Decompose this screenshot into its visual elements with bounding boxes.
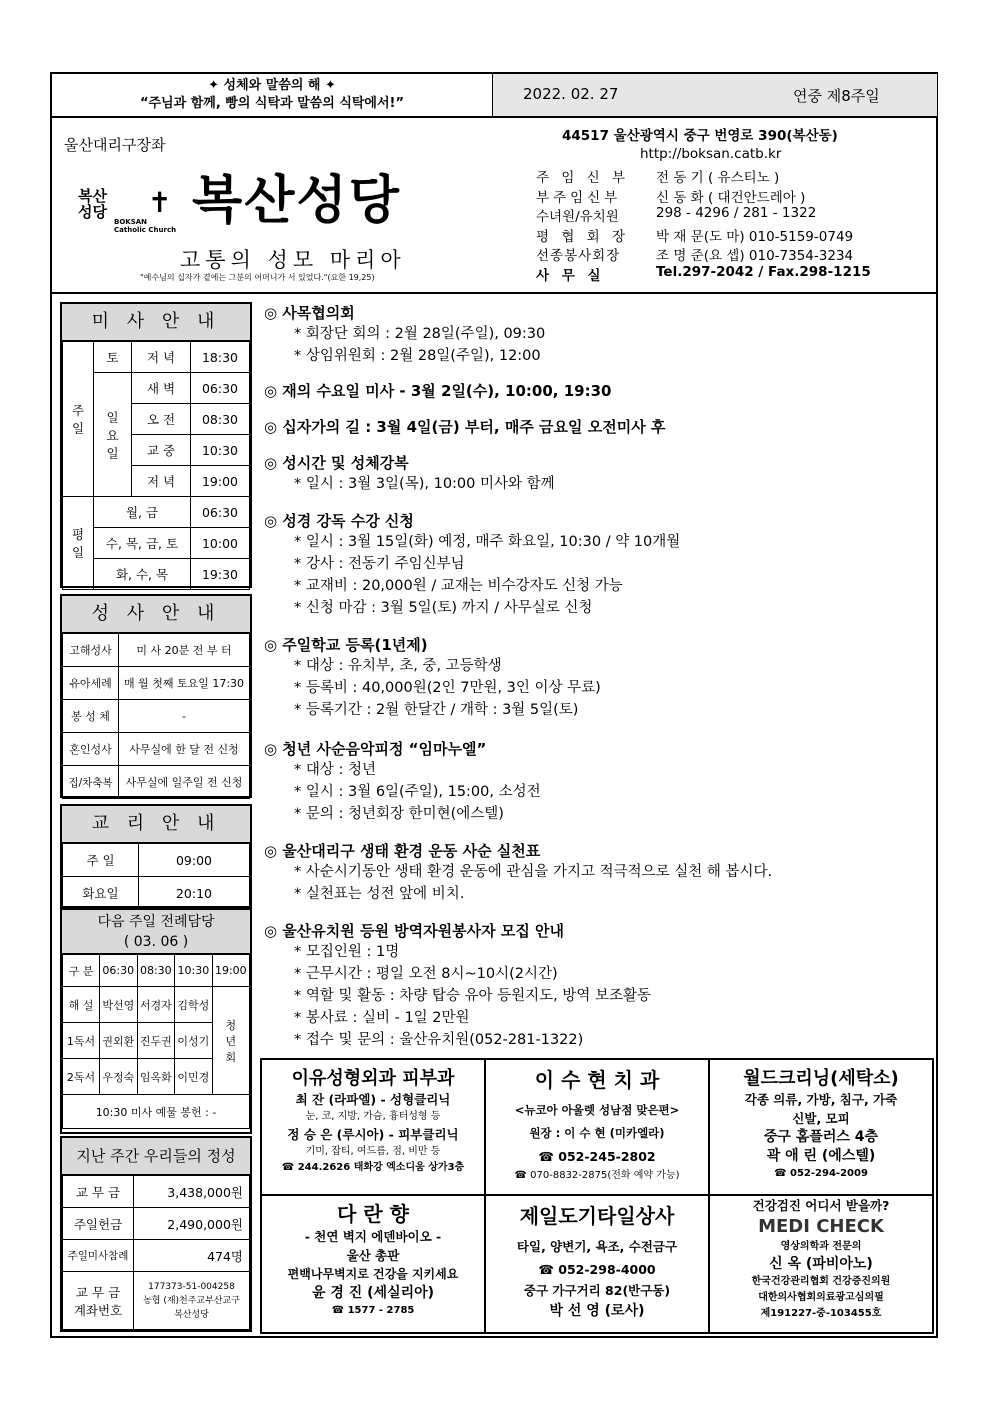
notice-line: * 역할 및 활동 : 차량 탑승 유아 등원지도, 방역 보조활동 (294, 988, 651, 1004)
sacrament-name: 집/차축복 (63, 766, 119, 799)
ad-line: 중구 가구거리 82(반구동) (523, 1283, 671, 1298)
medicheck-logo: MEDI CHECK (758, 1216, 884, 1237)
diocese-label: 울산대리구장좌 (64, 136, 166, 154)
doctrine-table (62, 843, 250, 910)
notice-line: * 접수 및 문의 : 울산유치원(052-281-1322) (294, 1032, 584, 1048)
ad-line: 영상의학과 전문의 (780, 1241, 862, 1252)
ad-line: 기미, 잡티, 여드름, 점, 비만 등 (305, 1146, 441, 1157)
notice-line: * 봉사료 : 실비 - 1일 2만원 (294, 1010, 470, 1026)
ad-line: 신 옥 (파비아노) (769, 1256, 873, 1272)
liturgical-week: 연중 제8주일 (793, 87, 880, 105)
account-number: 177373-51-004258 농협 (재)천주교부산교구 복산성당 (134, 1272, 250, 1330)
sacrament-name: 유아세례 (63, 667, 119, 700)
logo-small-text: 복산 성당 (78, 187, 107, 221)
liturgy-role: 2독서 (63, 1059, 100, 1095)
doctrine-title: 교 리 안 내 (62, 806, 250, 843)
notice-line: * 대상 : 청년 (294, 762, 376, 778)
liturgy-person: 임옥화 (137, 1059, 175, 1095)
liturgy-header: 19:00 (212, 955, 249, 987)
doctrine-day: 주 일 (63, 844, 139, 877)
ad-line: - 천연 벽지 에덴바이오 - (304, 1229, 442, 1244)
ad-line: ☎ 070-8832-2875(전화 예약 가능) (514, 1170, 680, 1181)
notice-line: * 실천표는 성전 앞에 비치. (294, 886, 465, 902)
top-banner (52, 74, 936, 118)
doctrine-day: 화요일 (63, 877, 139, 910)
parish-address: 44517 울산광역시 중구 번영로 390(복산동) (562, 128, 838, 144)
mass-time: 19:00 (191, 466, 250, 497)
table-row (63, 1272, 250, 1330)
notice (264, 920, 651, 1051)
notice-title: ◎ 주일학교 등록(1년제) (264, 636, 428, 654)
notice (264, 634, 601, 721)
ad-line: 편백나무벽지로 건강을 지키세요 (287, 1267, 459, 1281)
notice-title: ◎ 십자가의 길 : 3월 4일(금) 부터, 매주 금요일 오전미사 후 (264, 418, 666, 436)
staff-value: Tel.297-2042 / Fax.298-1215 (656, 263, 871, 280)
sacrament-title: 성 사 안 내 (62, 596, 250, 633)
sunday-label: 주 일 (63, 342, 94, 497)
mass-name: 새 벽 (132, 373, 191, 404)
offering-name: 주일미사참례 (63, 1240, 134, 1272)
ad-line: ☎ 052-294-2009 (774, 1168, 868, 1179)
table-row (63, 634, 250, 667)
liturgy-person: 진두권 (137, 1023, 175, 1059)
ad-line: 윤 경 진 (세실리아) (311, 1285, 435, 1301)
table-row (63, 844, 250, 877)
mass-time: 19:30 (191, 559, 250, 590)
notice (264, 452, 555, 495)
staff-role: 사 무 실 (536, 267, 605, 284)
sacrament-name: 봉 성 체 (63, 700, 119, 733)
sacrament-table (62, 633, 250, 799)
notice (264, 840, 772, 905)
sacrament-value: 미 사 20분 전 부 터 (119, 634, 250, 667)
liturgy-header: 08:30 (137, 955, 175, 987)
ad-line: ☎ 1577 - 2785 (331, 1305, 415, 1316)
mass-day: 토 (94, 342, 132, 373)
mass-time: 06:30 (191, 497, 250, 528)
mass-name: 저 녁 (132, 342, 191, 373)
staff-role: 선종봉사회장 (536, 248, 621, 264)
mass-schedule (60, 302, 252, 588)
cross-icon: ✝ (148, 186, 172, 219)
ad-dental (484, 1058, 710, 1196)
doctrine-time: 20:10 (139, 877, 250, 910)
table-row (63, 987, 250, 1023)
ad-line: 중구 홈플러스 4층 (763, 1129, 879, 1145)
sacrament-name: 고해성사 (63, 634, 119, 667)
notice (264, 738, 541, 825)
offering-table (62, 1175, 250, 1330)
patron-title: 고통의 성모 마리아 (180, 248, 406, 272)
staff-role: 주 임 신 부 (536, 170, 630, 186)
sacrament-info (60, 594, 252, 798)
slogan: “주님과 함께, 빵의 식탁과 말씀의 식탁에서!” (139, 96, 405, 111)
notice-line: * 일시 : 3월 15일(화) 예정, 매주 화요일, 10:30 / 약 10개월 (294, 534, 681, 550)
staff-value: 조 명 준(요 셉) 010-7354-3234 (656, 248, 854, 264)
liturgy-role: 해 설 (63, 987, 100, 1023)
staff-value: 298 - 4296 / 281 - 1322 (656, 205, 817, 221)
liturgy-header: 06:30 (100, 955, 138, 987)
notice (264, 302, 545, 367)
year-title: ✦ 성체와 말씀의 해 ✦ (208, 78, 336, 93)
ad-cleaning (708, 1058, 934, 1196)
notice-line: * 등록비 : 40,000원(2인 7만원, 3인 이상 무료) (294, 680, 601, 696)
ad-line: 눈, 코, 지방, 가슴, 흉터성형 등 (305, 1111, 441, 1122)
mass-name: 저 녁 (132, 466, 191, 497)
mass-time: 10:00 (191, 528, 250, 559)
table-row (63, 1176, 250, 1208)
sacrament-value: 매 월 첫째 토요일 17:30 (119, 667, 250, 700)
liturgy-header: 구 분 (63, 955, 100, 987)
notice-line: * 신청 마감 : 3월 5일(토) 까지 / 사무실로 신청 (294, 600, 593, 616)
notice (264, 510, 680, 619)
mass-time: 18:30 (191, 342, 250, 373)
staff-row (536, 186, 932, 206)
table-row (63, 497, 250, 528)
banner-left (52, 74, 492, 116)
notice-line: * 회장단 회의 : 2월 28일(주일), 09:30 (294, 326, 546, 342)
notice-title: ◎ 성시간 및 성체강복 (264, 454, 409, 472)
weekday-label: 평 일 (63, 497, 94, 590)
account-label: 교 무 금 계좌번호 (63, 1272, 134, 1330)
ad-line: 박 선 영 (로사) (549, 1303, 645, 1319)
staff-role: 수녀원/유치원 (536, 209, 619, 225)
ad-line: 대한의사협회의료광고심의필 (758, 1292, 884, 1303)
liturgy-person: 우정숙 (100, 1059, 138, 1095)
liturgy-duty (60, 908, 252, 1134)
doctrine-time: 09:00 (139, 844, 250, 877)
notice-line: * 상임위원회 : 2월 28일(주일), 12:00 (294, 348, 541, 364)
ad-title: 다 란 향 (337, 1202, 409, 1226)
ad-line: 최 잔 (라파엘) - 성형클리닉 (295, 1092, 451, 1107)
staff-value: 전 동 기 ( 유스티노 ) (656, 170, 780, 186)
ad-line: 원장 : 이 수 현 (미카엘라) (529, 1126, 665, 1140)
notice-title: ◎ 사목협의회 (264, 304, 355, 322)
offering-value: 3,438,000원 (134, 1176, 250, 1208)
liturgy-table (62, 954, 250, 1129)
ad-medicheck (708, 1194, 934, 1334)
ad-line: 신발, 모피 (792, 1111, 850, 1126)
mass-name: 교 중 (132, 435, 191, 466)
mass-table (62, 341, 250, 590)
liturgy-header: 10:30 (175, 955, 213, 987)
advertisements (260, 1058, 934, 1334)
offering-value: 2,490,000원 (134, 1208, 250, 1240)
table-row (63, 1208, 250, 1240)
ad-line: <뉴코아 아울렛 성남점 맞은편> (514, 1103, 680, 1117)
offering-info (60, 1136, 252, 1332)
staff-value: 박 재 문(도 마) 010-5159-0749 (656, 228, 854, 245)
ad-tile (484, 1194, 710, 1334)
notice-title: ◎ 재의 수요일 미사 - 3월 2일(수), 10:00, 19:30 (264, 382, 612, 400)
banner-right (492, 74, 937, 116)
notice-title: ◎ 울산유치원 등원 방역자원봉사자 모집 안내 (264, 922, 565, 940)
notice-line: * 교재비 : 20,000원 / 교재는 비수강자도 신청 가능 (294, 578, 623, 594)
ad-wallpaper (260, 1194, 486, 1334)
staff-row (536, 166, 932, 186)
ad-line: 각종 의류, 가방, 침구, 가죽 (744, 1092, 898, 1107)
ad-title: 월드크리닝(세탁소) (743, 1068, 899, 1089)
bulletin-frame (50, 72, 938, 1338)
table-row (63, 766, 250, 799)
table-row (63, 733, 250, 766)
liturgy-title-block (62, 910, 250, 954)
ilyoil-label: 일 요 일 (94, 373, 132, 497)
ad-line: 곽 애 린 (에스텔) (766, 1148, 876, 1164)
parish-url[interactable]: http://boksan.catb.kr (640, 146, 782, 162)
staff-row (536, 264, 932, 284)
mass-title: 미 사 안 내 (62, 304, 250, 341)
notice-title: ◎ 울산대리구 생태 환경 운동 사순 실천표 (264, 842, 541, 860)
notice-line: * 일시 : 3월 6일(주일), 15:00, 소성전 (294, 784, 541, 800)
doctrine-info (60, 804, 252, 908)
liturgy-person: 권외환 (100, 1023, 138, 1059)
mass-name: 수, 목, 금, 토 (94, 528, 191, 559)
liturgy-person: 박선영 (100, 987, 138, 1023)
staff-row (536, 225, 932, 245)
mass-name: 오 전 (132, 404, 191, 435)
liturgy-person: 이성기 (175, 1023, 213, 1059)
ad-line: 제191227-중-103455호 (760, 1308, 882, 1319)
staff-list (536, 166, 932, 283)
ad-plastic-surgery (260, 1058, 486, 1196)
offering-value: 474명 (134, 1240, 250, 1272)
sacrament-value: - (119, 700, 250, 733)
table-row (63, 1240, 250, 1272)
parish-header (52, 116, 936, 294)
sacrament-name: 혼인성사 (63, 733, 119, 766)
liturgy-person: 이민경 (175, 1059, 213, 1095)
ad-title: 이 수 현 치 과 (534, 1068, 660, 1092)
parish-name: 복산성당 (192, 170, 401, 231)
notice (264, 416, 665, 437)
notice-line: * 사순시기동안 생태 환경 운동에 관심을 가지고 적극적으로 실천 해 봅시다. (294, 864, 773, 880)
ad-line: 정 승 은 (루시아) - 피부클리닉 (287, 1127, 459, 1142)
ad-line: ☎ 052-298-4000 (538, 1262, 656, 1277)
table-row (63, 667, 250, 700)
ad-line: 한국건강관리협회 건강증진의원 (751, 1276, 891, 1287)
mass-time: 08:30 (191, 404, 250, 435)
logo-english: BOKSAN Catholic Church (114, 218, 177, 234)
mass-name: 월, 금 (94, 497, 191, 528)
table-row (63, 700, 250, 733)
liturgy-person: 서경자 (137, 987, 175, 1023)
notice-line: * 강사 : 전동기 주임신부님 (294, 556, 465, 572)
liturgy-date: ( 03. 06 ) (123, 934, 189, 950)
mass-time: 06:30 (191, 373, 250, 404)
notice-title: ◎ 청년 사순음악피정 “임마누엘” (264, 740, 487, 758)
table-row (63, 1095, 250, 1129)
sacrament-value: 사무실에 일주일 전 신청 (119, 766, 250, 799)
notice-line: * 등록기간 : 2월 한달간 / 개학 : 3월 5일(토) (294, 702, 579, 718)
ad-title: 이유성형외과 피부과 (291, 1068, 455, 1089)
mass-name: 화, 수, 목 (94, 559, 191, 590)
ad-title: 건강검진 어디서 받을까? (752, 1198, 890, 1213)
staff-role: 평 협 회 장 (536, 228, 630, 245)
liturgy-title: 다음 주일 전례담당 (97, 914, 215, 930)
ad-line: 울산 총판 (346, 1248, 400, 1263)
table-row (63, 342, 250, 373)
ad-line: 타일, 양변기, 욕조, 수전금구 (516, 1239, 678, 1254)
staff-role: 부주임신부 (536, 189, 622, 206)
offering-note: 10:30 미사 예물 봉헌 : - (63, 1095, 250, 1129)
notice-title: ◎ 성경 강독 수강 신청 (264, 512, 414, 530)
table-row (63, 877, 250, 910)
offering-title: 지난 주간 우리들의 정성 (62, 1138, 250, 1175)
staff-row (536, 205, 932, 225)
notice-line: * 일시 : 3월 3일(목), 10:00 미사와 함께 (294, 476, 555, 492)
ad-title: 제일도기타일상사 (519, 1204, 675, 1228)
notice-line: * 모집인원 : 1명 (294, 944, 400, 960)
offering-name: 주일헌금 (63, 1208, 134, 1240)
notice (264, 380, 611, 401)
staff-value: 신 동 화 ( 대건안드레아 ) (656, 189, 806, 206)
patron-quote: "예수님의 십자가 곁에는 그분의 어머니가 서 있었다."(요한 19,25) (140, 273, 375, 282)
ad-line: ☎ 244.2626 태화강 엑소디움 상가3층 (281, 1162, 465, 1173)
notice-line: * 문의 : 청년회장 한미현(에스텔) (294, 806, 504, 822)
notice-line: * 대상 : 유치부, 초, 중, 고등학생 (294, 658, 502, 674)
notice-line: * 근무시간 : 평일 오전 8시~10시(2시간) (294, 966, 558, 982)
ad-line: ☎ 052-245-2802 (538, 1149, 656, 1164)
issue-date: 2022. 02. 27 (523, 85, 619, 103)
liturgy-role: 1독서 (63, 1023, 100, 1059)
staff-row (536, 244, 932, 264)
offering-name: 교 무 금 (63, 1176, 134, 1208)
sacrament-value: 사무실에 한 달 전 신청 (119, 733, 250, 766)
mass-time: 10:30 (191, 435, 250, 466)
youth-group: 청 년 회 (212, 987, 249, 1095)
table-row (63, 955, 250, 987)
liturgy-person: 김학성 (175, 987, 213, 1023)
